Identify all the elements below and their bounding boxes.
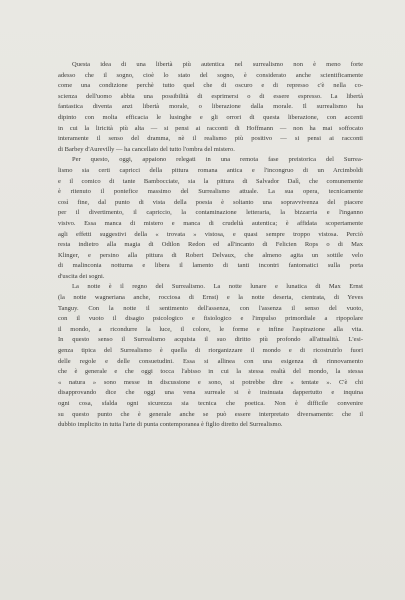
text-line: dubbio implicito in tutta l'arte di punta contemporanea è figlio diretto del Surrealismo. [58, 421, 283, 429]
text-line: come una condizione perchè tutto quel che di oscuro e di represso c'è nella co- [58, 82, 363, 90]
text-line: « natura » sono messe in discussione e sono, si potrebbe dire « tentate ». C'è chi [58, 378, 363, 386]
text-line: (la notte wagneriana anche, rocciosa di Ernst) e la notte deserta, cientrata, di Yeves [58, 294, 363, 302]
text-line: Questa idea di una libertà più autentica nel surrealismo non è meno forte [72, 61, 363, 68]
text-line: di Barbey d'Aurevilly — ha cancellato del tutto l'ombra del mistero. [58, 145, 235, 153]
text-line: il mondo, a ricondurre la luce, il colore, le forme e infine l'aspirazione alla vita. [58, 325, 363, 333]
text-line: ogni cosa, sfalda ogni sicurezza sia tecnica che poetica. Non è difficile convenire [58, 400, 363, 407]
text-line: su questo punto che è generale anche se può essere interpretato diversamente: che il [58, 410, 363, 418]
text-line: di malinconia notturna e libera il lamento di tanti incontri fantomatici sulla porta [58, 262, 363, 270]
text-line: agli effetti suggestivi della « trovata » vistosa, e quasi sempre troppo vistosa. Perciò [58, 230, 363, 238]
text-line: che è generale e che oggi tocca l'abisso in cui la stessa realtà del mondo, la stessa [58, 368, 363, 376]
text-line: Klinger, e persino alla pittura di Robert Delvaux, che almeno agita un sottile velo [58, 251, 363, 259]
paragraph [58, 60, 363, 155]
text-line: La notte è il regno del Surrealismo. La notte lunare e lunatica di Max Ernst [72, 283, 363, 291]
text-line: Per questo, oggi, appaiono relegati in una remota fase preistorica del Surrea- [72, 156, 363, 164]
paragraph [58, 282, 363, 430]
text-line: Tanguy. Con la notte il sentimento dell'assenza, con l'assenza il senso del vuoto, [58, 304, 363, 312]
text-line: resta indietro alla magia di Odilon Redon ed all'incanto di Felicien Rops o di Max [58, 241, 363, 249]
text-line: lismo sia certi capricci della pittura romana antica e l'incongruo di un Arcimboldi [58, 166, 363, 174]
text-line: visivo. Essa manca di mistero e manca di crudeltà autentica; è affidata scopertamente [58, 219, 363, 227]
body-text [58, 60, 363, 431]
text-line: è ritenuto il pontefice massimo del Surrealismo attuale. La sua opera, tecnicamente [58, 188, 363, 196]
text-line: In questo senso il Surrealismo acquista il suo diritto più profondo all'attualità. L'esi- [58, 336, 363, 344]
text-line: interamente il senso del dramma, nè il realismo più positivo — si pensi ai racconti [58, 135, 363, 143]
text-line: fantastica diventa anzi libertà morale, o liberazione dalla morale. Il surrealismo ha [58, 103, 363, 111]
text-line: per il divertimento, il capriccio, la contaminazione letteraria, la bizzarria e l'inganno [58, 209, 363, 217]
paragraph [58, 155, 363, 282]
text-line: dipinto con molta efficacia le lusinghe e gli orrori di questa liberazione, con accenti [58, 113, 363, 121]
text-line: con il vuoto il disagio psicologico e fisiologico e l'impulso primordiale a ripopolare [58, 315, 363, 323]
text-line: delle regole e delle consuetudini. Essa si allinea con una esigenza di rinnovamento [58, 357, 363, 365]
text-line: d'uscita dei sogni. [58, 272, 105, 280]
text-line: disapprovando dice che oggi una vena surreale si è insinuata dappertutto e inquina [58, 389, 363, 397]
text-line: in cui la liricità più alta — si pensi ai racconti di Hoffmann — non ha mai soffocato [58, 124, 363, 132]
text-line: scienza dell'uomo abbia una possibilità di esprimersi o di essere espresso. La libertà [58, 92, 363, 100]
text-line: e il comico di tante Bambocciate, sia la pittura di Salvador Dalì, che comunemente [58, 177, 363, 185]
text-line: genza tipica del Surrealismo è quella di riorganizzare il mondo e di ricostruirlo fuori [58, 347, 363, 355]
text-line: così fine, dal punto di vista della poesia è soltanto una sopravvivenza del piacere [58, 198, 363, 206]
text-line: adesso che il sogno, cioè lo stato del sogno, è considerato anche scientificamente [58, 71, 363, 79]
